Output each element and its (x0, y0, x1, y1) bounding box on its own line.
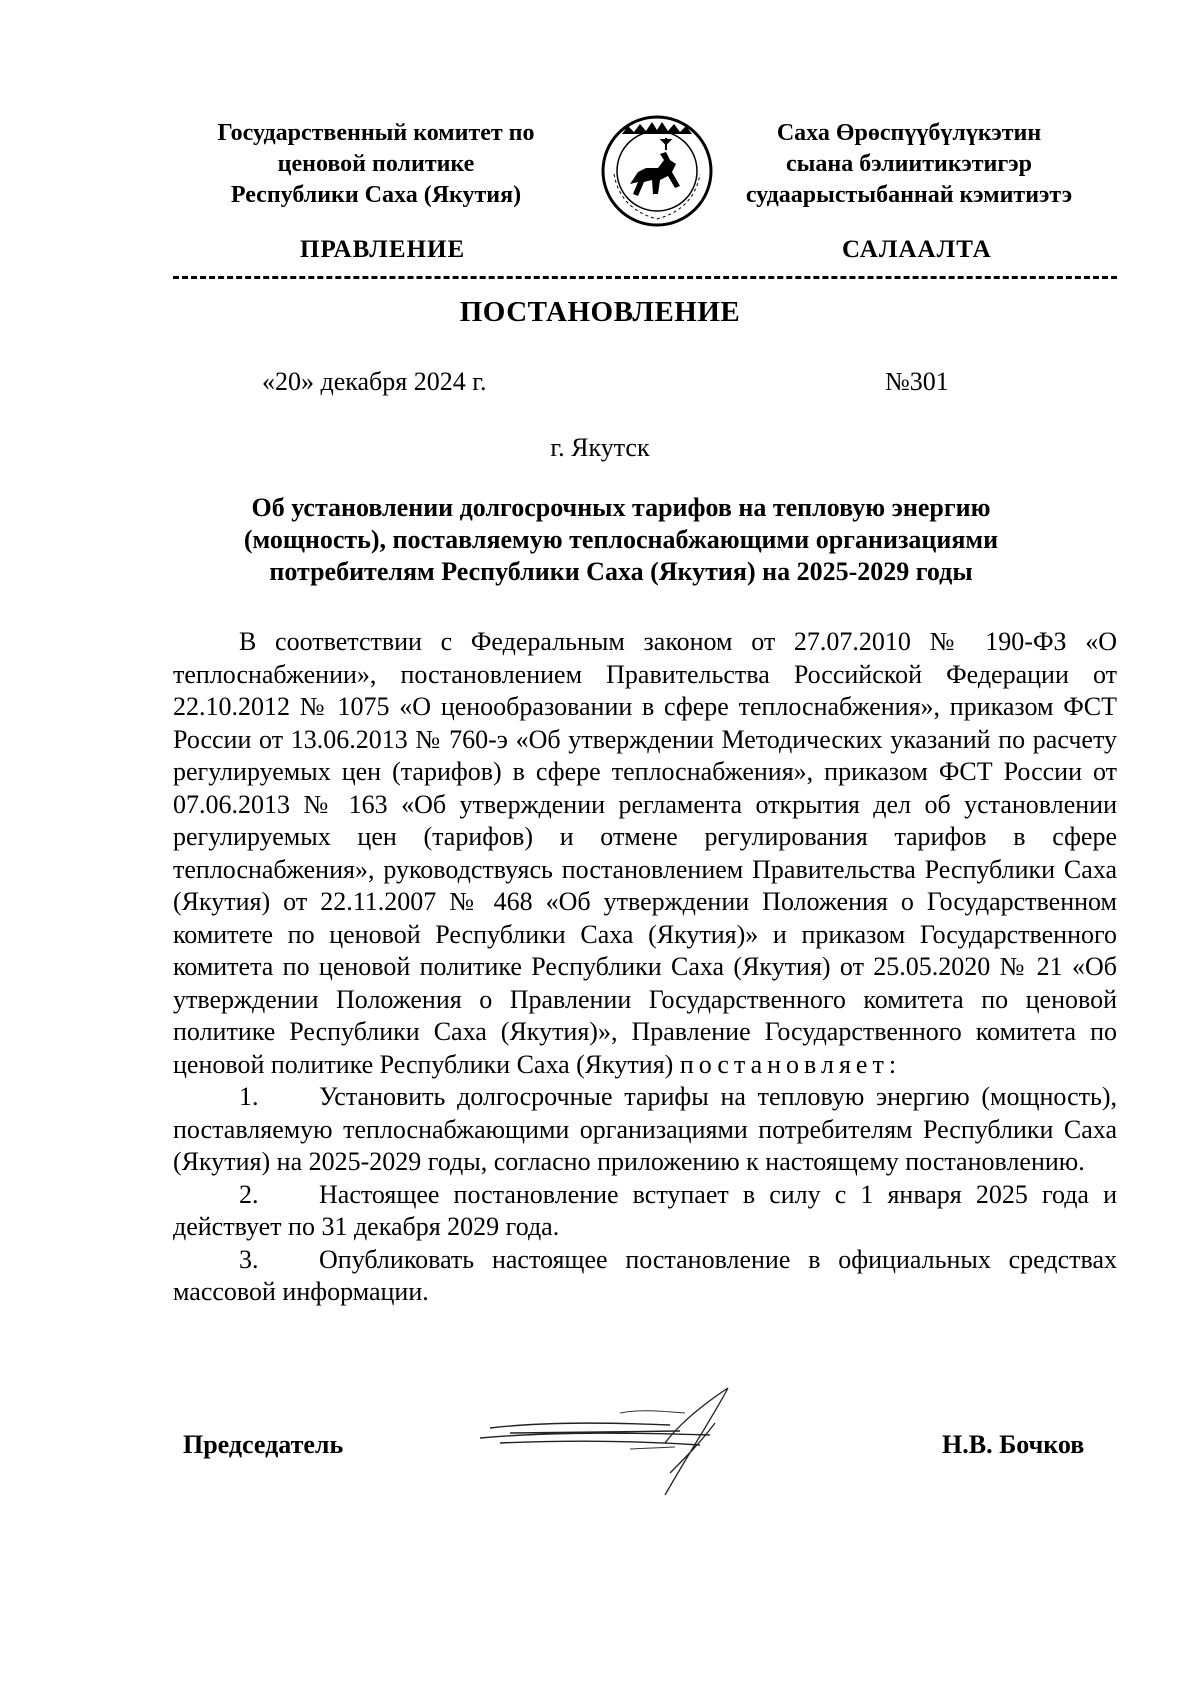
header-left (180, 118, 572, 211)
preamble (173, 626, 1117, 1081)
header-left-line: ценовой политике (277, 151, 475, 177)
list-item-number: 3. (239, 1244, 259, 1274)
document-body (173, 626, 1117, 1309)
preamble-text: В соответствии с Федеральным законом от 27.07.2010 № 190-ФЗ «О теплоснабжении», постановлением Правительства Российской Федерации от 22.10.2012 № 1075 «О ценообразовании в сфере теплоснабжения», приказом ФСТ России от 13.06.2013 № 760-э «Об утверждении Методических указаний по расчету регулируемых цен (тарифов) в сфере теплоснабжения», приказом ФСТ России от 07.06.2013 № 163 «Об утверждении регламента открытия дел об установлении регулируемых цен (тарифов) и отмене регулирования тарифов в сфере теплоснабжения», руководствуясь постановлением Правительства Республики Саха (Якутия) от 22.11.2007 № 468 «Об утверждении Положения о Государственном комитете по ценовой Республики Саха (Якутия)» и приказом Государственного комитета по ценовой политике Республики Саха (Якутия) от 25.05.2020 № 21 «Об утверждении Положения о Правлении Государственного комитета по ценовой политике Республики Саха (Якутия)», Правление Государственного комитета по ценовой политике Республики Саха (Якутия) (173, 627, 1117, 1079)
header-right-line: сыана бэлиитикэтигэр (785, 151, 1032, 177)
header-right-line: судаарыстыбаннай кэмитиэтэ (745, 182, 1073, 208)
list-item (173, 1081, 1117, 1179)
coat-of-arms-icon (600, 114, 714, 228)
header-right-line: Саха Өрөспүүбүлүкэтин (776, 120, 1042, 146)
document-type: ПОСТАНОВЛЕНИЕ (459, 296, 741, 328)
resolves-word: постановляет: (679, 1049, 902, 1079)
header-right (718, 118, 1100, 211)
header-left-line: Республики Саха (Якутия) (230, 182, 522, 208)
header-subtitle-right: САЛААЛТА (842, 236, 992, 263)
divider (173, 276, 1117, 279)
list-item (173, 1179, 1117, 1244)
document-city: г. Якутск (550, 433, 650, 462)
document-number: №301 (885, 367, 949, 396)
header-left-line: Государственный комитет по (217, 120, 535, 146)
document-title: Об установлении долгосрочных тарифов на тепловую энергию (мощность), поставляемую теплоснабжающими организациями потребителям Республики Саха (Якутия) на 2025-2029 годы (243, 493, 999, 586)
list-item-text: Опубликовать настоящее постановление в официальных средствах массовой информации. (173, 1244, 1117, 1306)
list-item-text: Настоящее постановление вступает в силу с 1 января 2025 года и действует по 31 декабря 2029 года. (173, 1179, 1117, 1241)
list-item-number: 1. (239, 1082, 259, 1111)
list-item (173, 1244, 1117, 1309)
signatory-name: Н.В. Бочков (942, 1430, 1085, 1459)
list-item-number: 2. (239, 1179, 259, 1209)
signature-icon (470, 1383, 800, 1503)
document-date: «20» декабря 2024 г. (262, 367, 487, 396)
list-item-text: Установить долгосрочные тарифы на тепловую энергию (мощность), поставляемую теплоснабжающими организациями потребителям Республики Саха (Якутия) на 2025-2029 годы, согласно приложению к настоящему постановлению. (173, 1082, 1117, 1176)
signatory-role: Председатель (183, 1430, 344, 1459)
header-subtitle-left: ПРАВЛЕНИЕ (300, 236, 466, 263)
